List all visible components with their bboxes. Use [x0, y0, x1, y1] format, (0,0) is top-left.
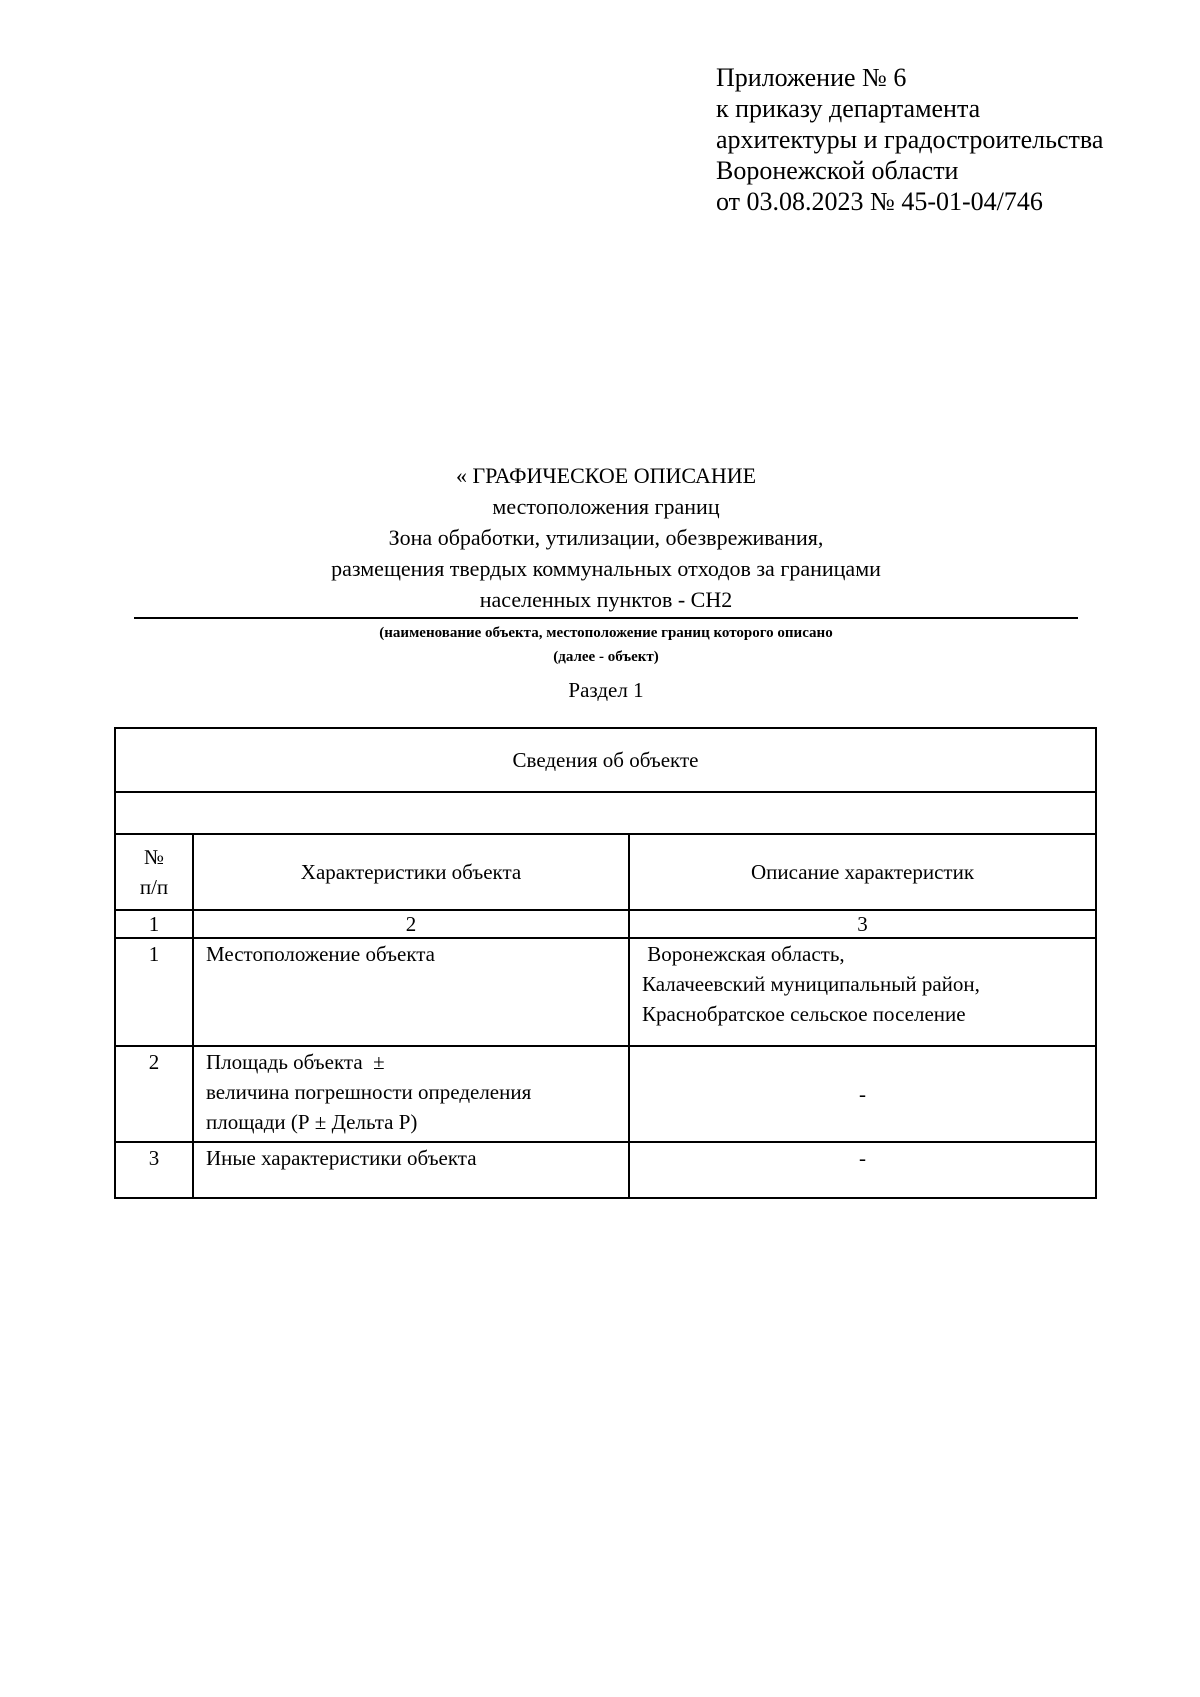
row-characteristic	[193, 938, 629, 1046]
characteristic-line: площади (Р ± Дельта Р)	[206, 1110, 418, 1134]
header-num-line: №	[143, 845, 165, 869]
table-row	[115, 1142, 1096, 1198]
object-name-line: размещения твердых коммунальных отходов за границами	[331, 556, 881, 581]
table-row	[115, 1046, 1096, 1142]
header-description: Описание характеристик	[629, 834, 1096, 910]
row-num: 2	[115, 1046, 193, 1142]
annex-line: Приложение № 6	[716, 63, 907, 92]
row-characteristic	[193, 1142, 629, 1198]
object-name-line: Зона обработки, утилизации, обезвреживания,	[388, 525, 824, 550]
table-title: Сведения об объекте	[115, 728, 1096, 792]
document-title: « ГРАФИЧЕСКОЕ ОПИСАНИЕ	[455, 463, 757, 488]
annex-header	[716, 62, 1103, 217]
characteristic-line: Площадь объекта ±	[206, 1050, 385, 1074]
row-description	[629, 938, 1096, 1046]
annex-line: от 03.08.2023 № 45-01-04/746	[716, 187, 1043, 216]
row-description: -	[629, 1142, 1096, 1198]
annex-line: архитектуры и градостроительства	[716, 125, 1104, 154]
characteristic-line: величина погрешности определения	[206, 1080, 532, 1104]
table-empty-row	[115, 792, 1096, 834]
empty-cell	[115, 792, 1096, 834]
annex-line: к приказу департамента	[716, 94, 981, 123]
header-characteristic: Характеристики объекта	[193, 834, 629, 910]
column-number: 3	[629, 910, 1096, 938]
section-label: Раздел 1	[568, 678, 644, 702]
document-subtitle: местоположения границ	[492, 494, 720, 519]
table-header-row	[115, 834, 1096, 910]
description-line: Краснобратское сельское поселение	[642, 1002, 966, 1026]
object-info-table	[114, 727, 1097, 1199]
description-line: Воронежская область,	[642, 942, 845, 966]
document-heading	[134, 460, 1078, 705]
caption-line: (далее - объект)	[553, 649, 659, 665]
row-characteristic	[193, 1046, 629, 1142]
description-line: Калачеевский муниципальный район,	[642, 972, 980, 996]
row-description: -	[629, 1046, 1096, 1142]
annex-line: Воронежской области	[716, 156, 959, 185]
column-number: 1	[115, 910, 193, 938]
header-num-line: п/п	[139, 875, 169, 899]
header-num	[115, 834, 193, 910]
table-row	[115, 938, 1096, 1046]
object-name-line: населенных пунктов - СН2	[479, 587, 733, 612]
column-number: 2	[193, 910, 629, 938]
caption-line: (наименование объекта, местоположение границ которого описано	[379, 625, 833, 641]
characteristic-line: Местоположение объекта	[206, 942, 436, 966]
characteristic-line: Иные характеристики объекта	[206, 1146, 477, 1170]
table-title-row	[115, 728, 1096, 792]
object-caption	[134, 621, 1078, 669]
row-num: 3	[115, 1142, 193, 1198]
column-number-row	[115, 910, 1096, 938]
row-num: 1	[115, 938, 193, 1046]
object-name	[134, 522, 1078, 619]
